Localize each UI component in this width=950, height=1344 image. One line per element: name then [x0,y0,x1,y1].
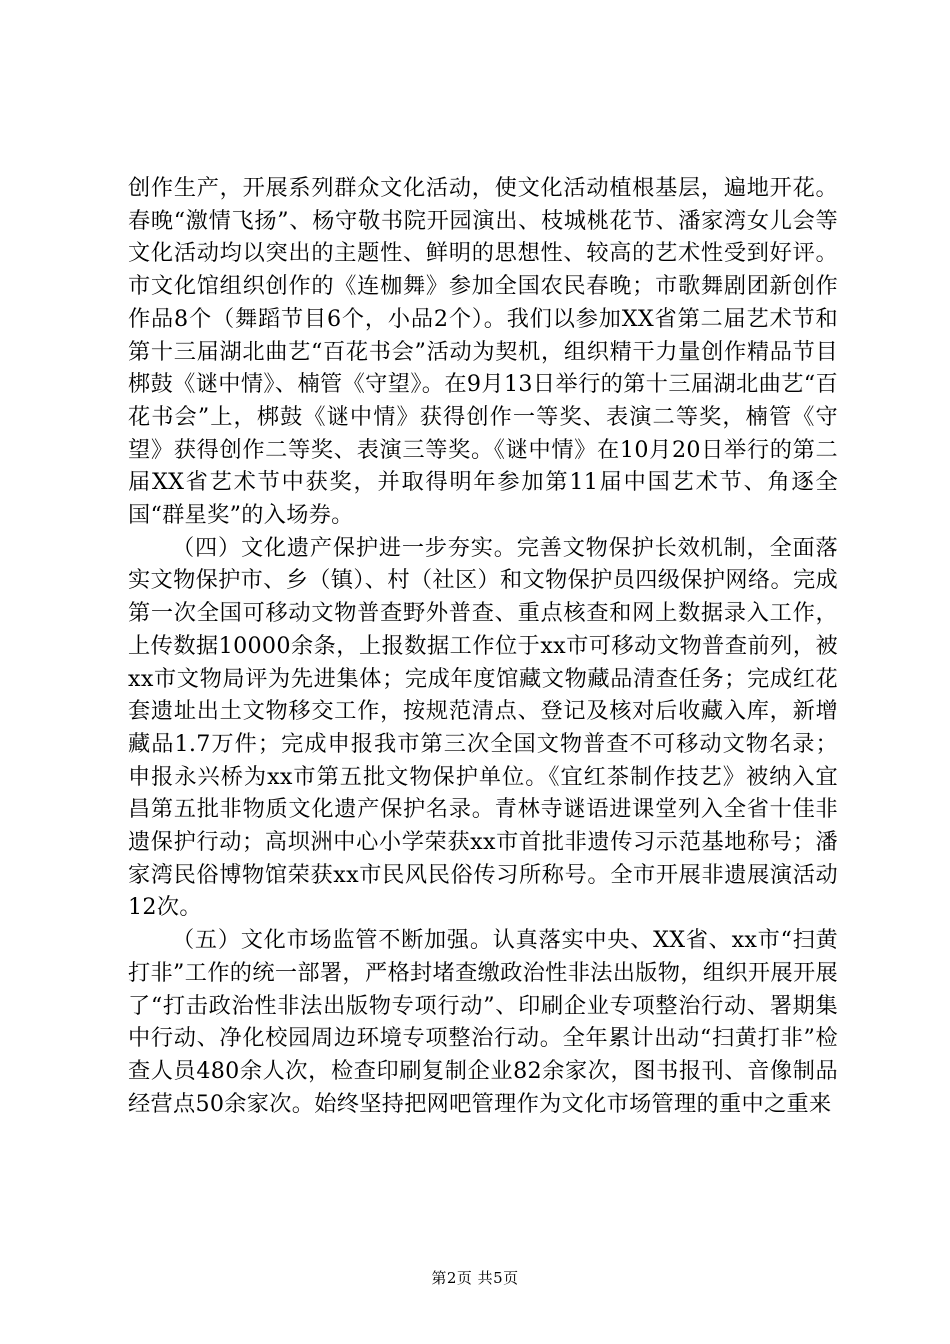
paragraph-market-supervision: （五）文化市场监管不断加强。认真落实中央、XX省、xx市“扫黄打非”工作的统一部署，严格封堵查缴政治性非法出版物，组织开展开展了“打击政治性非法出版物专项行动”、印刷企业专项整治行动、署期集中行动、净化校园周边环境专项整治行动。全年累计出动“扫黄打非”检查人员480余人次，检查印刷复制企业82余家次，图书报刊、音像制品经营点50余家次。始终坚持把网吧管理作为文化市场管理的重中之重来 [128,927,838,1117]
page-footer: 第2页 共5页 [431,1269,519,1287]
document-body [128,172,838,1120]
paragraph-heritage-protection: （四）文化遗产保护进一步夯实。完善文物保护长效机制，全面落实文物保护市、乡（镇）、村（社区）和文物保护员四级保护网络。完成第一次全国可移动文物普查野外普查、重点核查和网上数据录入工作，上传数据10000余条，上报数据工作位于xx市可移动文物普查前列，被xx市文物局评为先进集体；完成年度馆藏文物藏品清查任务；完成红花套遗址出土文物移交工作，按规范清点、登记及核对后收藏入库，新增藏品1.7万件；完成申报我市第三次全国文物普查不可移动文物名录；申报永兴桥为xx市第五批文物保护单位。《宜红茶制作技艺》被纳入宜昌第五批非物质文化遗产保护名录。青林寺谜语进课堂列入全省十佳非遗保护行动；高坝洲中心小学荣获xx市首批非遗传习示范基地称号；潘家湾民俗博物馆荣获xx市民风民俗传习所称号。全市开展非遗展演活动12次。 [128,534,838,921]
paragraph-continuation: 创作生产，开展系列群众文化活动，使文化活动植根基层，遍地开花。春晚“激情飞扬”、杨守敬书院开园演出、枝城桃花节、潘家湾女儿会等文化活动均以突出的主题性、鲜明的思想性、较高的艺术性受到好评。市文化馆组织创作的《连枷舞》参加全国农民春晚；市歌舞剧团新创作作品8个（舞蹈节目6个，小品2个）。我们以参加XX省第二届艺术节和第十三届湖北曲艺“百花书会”活动为契机，组织精干力量创作精品节目梆鼓《谜中情》、楠管《守望》。在9月13日举行的第十三届湖北曲艺“百花书会”上，梆鼓《谜中情》获得创作一等奖、表演二等奖，楠管《守望》获得创作二等奖、表演三等奖。《谜中情》在10月20日举行的第二届XX省艺术节中获奖，并取得明年参加第11届中国艺术节、角逐全国“群星奖”的入场券。 [128,175,838,529]
